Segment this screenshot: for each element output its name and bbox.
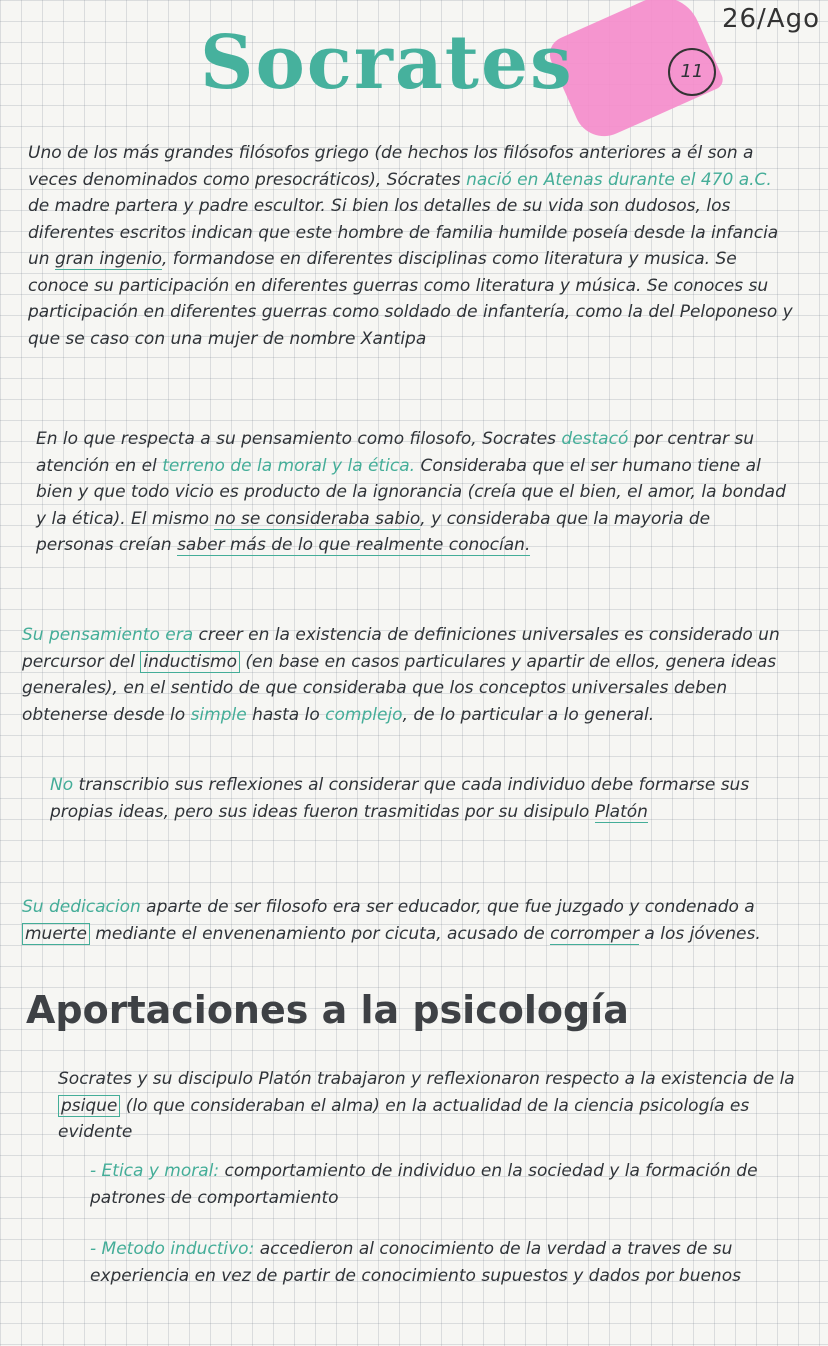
- page-number-badge: 11: [668, 48, 716, 96]
- underlined-text: corromper: [550, 923, 639, 944]
- highlight: Su dedicacion: [22, 897, 141, 917]
- text: aparte de ser filosofo era ser educador, que fue juzgado y condenado a: [140, 897, 755, 917]
- text: de madre partera y padre escultor. Si bien los detalles de su vida son dudosos, los diferentes escritos indican que este hombre de familia humilde poseía desde la infancia un: [28, 196, 779, 269]
- text: , y consideraba que la mayoria de personas creían: [36, 508, 711, 555]
- bullet-term: - Etica y moral:: [90, 1161, 220, 1181]
- bullet-ethics: [90, 1158, 805, 1211]
- highlight: nació en Atenas durante el 470 a.C.: [466, 169, 772, 190]
- boxed-term: inductismo: [140, 651, 240, 673]
- underlined-text: Platón: [594, 801, 648, 822]
- text: creer en la existencia de definiciones universales es considerado un percursor del: [22, 625, 780, 672]
- text: mediante el envenenamiento por cicuta, acusado de: [89, 923, 551, 944]
- text: Consideraba que el ser humano tiene al bien y que todo vicio es producto de la ignorancia (creía que el bien, el amor, la bondad y la ética). El mismo: [36, 455, 786, 529]
- bullet-inductive-method: [90, 1236, 810, 1289]
- underlined-text: saber más de lo que realmente conocían.: [177, 535, 531, 555]
- text: Uno de los más grandes filósofos griego (de hechos los filósofos anteriores a él son a veces denominados como presocráticos), Sócrates: [28, 143, 754, 190]
- text: a los jóvenes.: [639, 923, 761, 944]
- paragraph-dedication: [22, 894, 797, 947]
- text: , formandose en diferentes disciplinas como literatura y musica. Se conoce su participación en diferentes guerras como literatura y música. Se conoces su participación en diferentes guerras como soldado de infantería, como la del Peloponeso y que se caso con una mujer de nombre Xantipa: [28, 249, 793, 349]
- section-heading: Aportaciones a la psicología: [26, 988, 629, 1032]
- paragraph-biography: [28, 140, 793, 352]
- text: (en base en casos particulares y apartir de ellos, genera ideas generales), en el sentido de que consideraba que los conceptos universales deben obtenerse desde lo: [22, 651, 777, 725]
- boxed-term: psique: [58, 1095, 120, 1117]
- highlight: Su pensamiento era: [22, 625, 194, 645]
- text: (lo que consideraban el alma) en la actualidad de la ciencia psicología es evidente: [58, 1095, 750, 1142]
- underlined-text: no se consideraba sabio: [214, 508, 421, 529]
- text: hasta lo: [246, 704, 326, 725]
- bullet-text: accedieron al conocimiento de la verdad a traves de su experiencia en vez de partir de conocimiento supuestos y dados por buenos: [90, 1239, 741, 1286]
- text: por centrar su atención en el: [36, 429, 755, 476]
- page-title: Socrates: [200, 20, 574, 106]
- highlight: No: [50, 775, 74, 795]
- paragraph-psychology: [58, 1066, 798, 1146]
- text: transcribio sus reflexiones al considerar que cada individuo debe formarse sus propias ideas, pero sus ideas fueron trasmitidas por su disipulo: [50, 775, 750, 822]
- paragraph-induction: [22, 622, 797, 728]
- boxed-term: muerte: [22, 923, 90, 945]
- text: En lo que respecta a su pensamiento como filosofo, Socrates: [36, 429, 562, 449]
- date: 26/Ago: [721, 4, 820, 34]
- paragraph-thought: [36, 426, 793, 559]
- bullet-term: - Metodo inductivo:: [90, 1239, 255, 1259]
- highlight: complejo: [325, 704, 403, 725]
- text: Socrates y su discipulo Platón trabajaron y reflexionaron respecto a la existencia de la: [58, 1069, 795, 1089]
- highlight: destacó: [561, 429, 629, 449]
- highlight: simple: [190, 704, 247, 725]
- text: , de lo particular a lo general.: [402, 704, 655, 725]
- bullet-text: comportamiento de individuo en la sociedad y la formación de patrones de comportamiento: [90, 1161, 758, 1208]
- underlined-text: gran ingenio: [54, 249, 162, 269]
- highlight: terreno de la moral y la ética.: [162, 455, 416, 476]
- paragraph-plato: [50, 772, 795, 825]
